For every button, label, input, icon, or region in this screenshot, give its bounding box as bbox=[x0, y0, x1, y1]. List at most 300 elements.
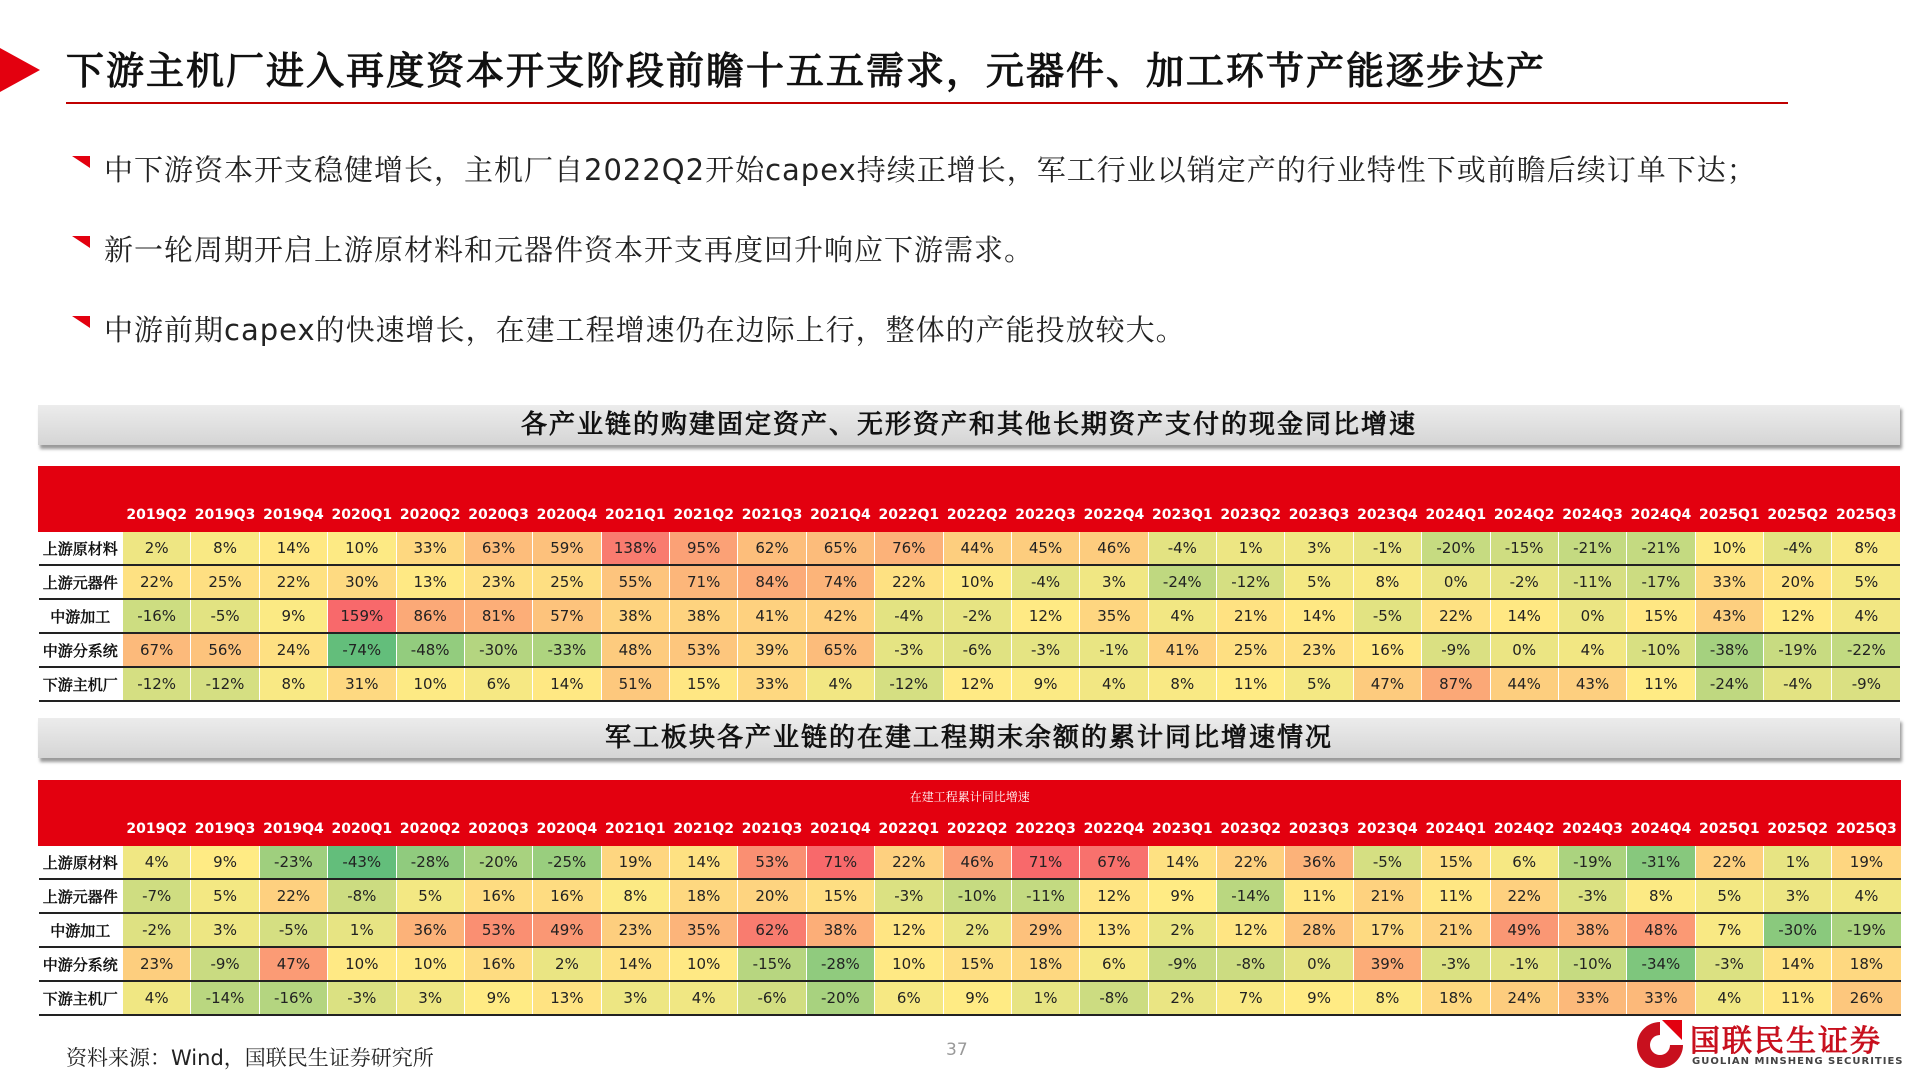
table-cell: -5% bbox=[1353, 846, 1421, 879]
column-header: 2020Q2 bbox=[396, 812, 464, 846]
column-header: 2024Q4 bbox=[1627, 498, 1695, 532]
column-header: 2025Q2 bbox=[1764, 498, 1832, 532]
column-header: 2023Q1 bbox=[1148, 498, 1216, 532]
table-cell: 23% bbox=[123, 947, 191, 981]
table-cell: 12% bbox=[1011, 599, 1079, 633]
table-row bbox=[39, 599, 1901, 633]
column-header: 2024Q1 bbox=[1422, 498, 1490, 532]
table-cell: 4% bbox=[1080, 667, 1148, 701]
column-header: 2024Q4 bbox=[1627, 812, 1695, 846]
table-cell: 86% bbox=[396, 599, 464, 633]
table-cell: 65% bbox=[806, 532, 874, 565]
column-header: 2019Q3 bbox=[191, 498, 259, 532]
table-cell: 11% bbox=[1285, 879, 1353, 913]
table-cell: -14% bbox=[1217, 879, 1285, 913]
table-cell: -16% bbox=[123, 599, 191, 633]
column-header: 2020Q2 bbox=[396, 498, 464, 532]
table-cell: 22% bbox=[1422, 599, 1490, 633]
table-cell: 65% bbox=[806, 633, 874, 667]
table-cell: 22% bbox=[875, 846, 943, 879]
table-cell: 1% bbox=[1011, 981, 1079, 1015]
column-header: 2023Q3 bbox=[1285, 812, 1353, 846]
table-cell: 9% bbox=[464, 981, 532, 1015]
table-cell: 45% bbox=[1011, 532, 1079, 565]
table-cell: 9% bbox=[1285, 981, 1353, 1015]
table-cell: 22% bbox=[259, 879, 327, 913]
table-cell: 36% bbox=[396, 913, 464, 947]
table-cell: 55% bbox=[601, 565, 669, 599]
row-label: 上游原材料 bbox=[39, 846, 123, 879]
column-header: 2025Q2 bbox=[1764, 812, 1832, 846]
table2-caption-row bbox=[39, 780, 1901, 812]
table-cell: 76% bbox=[875, 532, 943, 565]
table-cell: 10% bbox=[1695, 532, 1763, 565]
table-cell: 10% bbox=[328, 947, 396, 981]
bullet-item bbox=[72, 228, 1872, 272]
table-cell: 5% bbox=[1695, 879, 1763, 913]
table-cell: 46% bbox=[1080, 532, 1148, 565]
table-cell: 9% bbox=[259, 599, 327, 633]
page-number: 37 bbox=[946, 1040, 968, 1060]
table-cell: -4% bbox=[1148, 532, 1216, 565]
table-cell: -9% bbox=[1832, 667, 1900, 701]
row-label: 上游元器件 bbox=[39, 565, 123, 599]
table-cell: 71% bbox=[806, 846, 874, 879]
bullet-triangle-icon bbox=[72, 156, 90, 168]
table-cell: 5% bbox=[1832, 565, 1900, 599]
table-cell: -12% bbox=[123, 667, 191, 701]
table-row bbox=[39, 947, 1901, 981]
table-cell: 10% bbox=[943, 565, 1011, 599]
logo-name: 国联民生证券 bbox=[1690, 1024, 1882, 1059]
table-cell: 41% bbox=[738, 599, 806, 633]
table-cell: 3% bbox=[1764, 879, 1832, 913]
table-cell: 10% bbox=[328, 532, 396, 565]
table-cell: 33% bbox=[1695, 565, 1763, 599]
table-cell: -21% bbox=[1627, 532, 1695, 565]
table-cell: -24% bbox=[1148, 565, 1216, 599]
table-cell: -1% bbox=[1080, 633, 1148, 667]
table-cell: 13% bbox=[1080, 913, 1148, 947]
table-cell: 0% bbox=[1490, 633, 1558, 667]
column-header: 2021Q3 bbox=[738, 812, 806, 846]
column-header: 2024Q2 bbox=[1490, 498, 1558, 532]
column-header: 2020Q3 bbox=[464, 498, 532, 532]
table-cell: -23% bbox=[259, 846, 327, 879]
column-header: 2022Q4 bbox=[1080, 812, 1148, 846]
table-cell: 8% bbox=[601, 879, 669, 913]
table-cell: 22% bbox=[259, 565, 327, 599]
table2-corner-cell bbox=[39, 812, 123, 846]
page-title: 下游主机厂进入再度资本开支阶段前瞻十五五需求，元器件、加工环节产能逐步达产 bbox=[66, 49, 1547, 93]
table-cell: -19% bbox=[1558, 846, 1626, 879]
table-cell: 18% bbox=[670, 879, 738, 913]
table-cell: 23% bbox=[601, 913, 669, 947]
table-cell: -3% bbox=[1011, 633, 1079, 667]
column-header: 2022Q1 bbox=[875, 812, 943, 846]
table-cell: 22% bbox=[1490, 879, 1558, 913]
table-cell: -12% bbox=[1217, 565, 1285, 599]
table-cell: 67% bbox=[123, 633, 191, 667]
table-cell: 20% bbox=[738, 879, 806, 913]
table-cell: -24% bbox=[1695, 667, 1763, 701]
column-header: 2022Q2 bbox=[943, 498, 1011, 532]
table-cell: 4% bbox=[123, 846, 191, 879]
table-cell: 16% bbox=[464, 879, 532, 913]
table-cell: -19% bbox=[1832, 913, 1901, 947]
table-cell: -21% bbox=[1558, 532, 1626, 565]
table-cell: 38% bbox=[601, 599, 669, 633]
table-cell: -3% bbox=[875, 879, 943, 913]
table-cell: 11% bbox=[1217, 667, 1285, 701]
column-header: 2019Q4 bbox=[259, 812, 327, 846]
table-cell: 44% bbox=[943, 532, 1011, 565]
table-cell: -20% bbox=[1422, 532, 1490, 565]
column-header: 2020Q4 bbox=[533, 498, 601, 532]
table-cell: 35% bbox=[1080, 599, 1148, 633]
table-cell: 23% bbox=[1285, 633, 1353, 667]
guolian-logo-icon bbox=[1636, 1020, 1684, 1070]
column-header: 2025Q3 bbox=[1832, 812, 1901, 846]
table-cell: 18% bbox=[1832, 947, 1901, 981]
table-cell: 9% bbox=[1148, 879, 1216, 913]
table-cell: 13% bbox=[533, 981, 601, 1015]
source-note: 资料来源：Wind，国联民生证券研究所 bbox=[66, 1046, 434, 1070]
table-cell: 15% bbox=[1627, 599, 1695, 633]
bullet-list bbox=[72, 148, 1872, 388]
table-cell: 15% bbox=[943, 947, 1011, 981]
table-cell: 10% bbox=[396, 667, 464, 701]
table-cell: 7% bbox=[1217, 981, 1285, 1015]
column-header: 2021Q4 bbox=[806, 812, 874, 846]
table-cell: 1% bbox=[1217, 532, 1285, 565]
column-header: 2023Q1 bbox=[1148, 812, 1216, 846]
table-cell: 56% bbox=[191, 633, 259, 667]
table-cell: -3% bbox=[875, 633, 943, 667]
table-cell: 29% bbox=[1011, 913, 1079, 947]
table-cell: 2% bbox=[1148, 913, 1216, 947]
table-cell: 51% bbox=[601, 667, 669, 701]
column-header: 2025Q3 bbox=[1832, 498, 1900, 532]
table-cell: 43% bbox=[1558, 667, 1626, 701]
row-label: 上游元器件 bbox=[39, 879, 123, 913]
column-header: 2024Q1 bbox=[1422, 812, 1490, 846]
column-header: 2022Q1 bbox=[875, 498, 943, 532]
row-label: 中游加工 bbox=[39, 913, 123, 947]
table-cell: 4% bbox=[670, 981, 738, 1015]
table-cell: -4% bbox=[1011, 565, 1079, 599]
table2-header-row bbox=[39, 812, 1901, 846]
table-cell: -33% bbox=[533, 633, 601, 667]
table-cell: 1% bbox=[1764, 846, 1832, 879]
table-cell: 84% bbox=[738, 565, 806, 599]
row-label: 中游加工 bbox=[39, 599, 123, 633]
table-cell: 15% bbox=[806, 879, 874, 913]
table-cell: 15% bbox=[1422, 846, 1490, 879]
table-cell: 10% bbox=[396, 947, 464, 981]
table-cell: 7% bbox=[1695, 913, 1763, 947]
table-cell: -31% bbox=[1627, 846, 1695, 879]
table-cell: 6% bbox=[1080, 947, 1148, 981]
column-header: 2021Q2 bbox=[670, 812, 738, 846]
column-header: 2021Q1 bbox=[601, 498, 669, 532]
table-cell: -9% bbox=[1422, 633, 1490, 667]
table-cell: 44% bbox=[1490, 667, 1558, 701]
company-logo bbox=[1636, 1016, 1906, 1074]
table-cell: 6% bbox=[875, 981, 943, 1015]
table-cell: 4% bbox=[123, 981, 191, 1015]
table-cell: 63% bbox=[464, 532, 532, 565]
table-cell: 0% bbox=[1558, 599, 1626, 633]
table-cell: 49% bbox=[1490, 913, 1558, 947]
column-header: 2019Q4 bbox=[259, 498, 327, 532]
table-row bbox=[39, 633, 1901, 667]
table-cell: 21% bbox=[1422, 913, 1490, 947]
table-row bbox=[39, 913, 1901, 947]
table-cell: 25% bbox=[533, 565, 601, 599]
column-header: 2023Q4 bbox=[1353, 498, 1421, 532]
table-cell: -5% bbox=[1353, 599, 1421, 633]
table-cell: 62% bbox=[738, 913, 806, 947]
column-header: 2023Q2 bbox=[1217, 498, 1285, 532]
table-cell: 2% bbox=[533, 947, 601, 981]
table-cell: 9% bbox=[1011, 667, 1079, 701]
table-cell: 38% bbox=[806, 913, 874, 947]
table-cell: -38% bbox=[1695, 633, 1763, 667]
table-cell: 14% bbox=[1285, 599, 1353, 633]
table-cell: 12% bbox=[943, 667, 1011, 701]
table-cell: 25% bbox=[191, 565, 259, 599]
column-header: 2023Q2 bbox=[1217, 812, 1285, 846]
column-header: 2022Q4 bbox=[1080, 498, 1148, 532]
table-cell: 3% bbox=[396, 981, 464, 1015]
table-cell: 8% bbox=[1353, 565, 1421, 599]
table-cell: 71% bbox=[670, 565, 738, 599]
table-cell: -74% bbox=[328, 633, 396, 667]
column-header: 2024Q2 bbox=[1490, 812, 1558, 846]
column-header: 2019Q2 bbox=[123, 498, 191, 532]
table-cell: 8% bbox=[1353, 981, 1421, 1015]
table-cell: 11% bbox=[1627, 667, 1695, 701]
table-cell: -43% bbox=[328, 846, 396, 879]
table-cell: -8% bbox=[1080, 981, 1148, 1015]
table-cell: 14% bbox=[533, 667, 601, 701]
table-cell: 28% bbox=[1285, 913, 1353, 947]
table1-top-band bbox=[39, 466, 1901, 498]
table-cell: -20% bbox=[806, 981, 874, 1015]
table-cell: 38% bbox=[1558, 913, 1626, 947]
table-row bbox=[39, 981, 1901, 1015]
table1-corner-cell bbox=[39, 498, 123, 532]
table-cell: 10% bbox=[875, 947, 943, 981]
table-cell: 14% bbox=[1764, 947, 1832, 981]
table-cell: -7% bbox=[123, 879, 191, 913]
table-cell: -10% bbox=[1558, 947, 1626, 981]
construction-growth-table bbox=[38, 780, 1901, 1016]
table-row bbox=[39, 532, 1901, 565]
bullet-text: 新一轮周期开启上游原材料和元器件资本开支再度回升响应下游需求。 bbox=[104, 233, 1035, 267]
table-cell: 138% bbox=[601, 532, 669, 565]
table-cell: 4% bbox=[1695, 981, 1763, 1015]
table-cell: -9% bbox=[1148, 947, 1216, 981]
table-cell: 3% bbox=[1080, 565, 1148, 599]
table-cell: 36% bbox=[1285, 846, 1353, 879]
table-cell: 53% bbox=[670, 633, 738, 667]
table-cell: -8% bbox=[328, 879, 396, 913]
table-cell: 33% bbox=[396, 532, 464, 565]
table-cell: 11% bbox=[1422, 879, 1490, 913]
table-cell: -12% bbox=[191, 667, 259, 701]
table-cell: -30% bbox=[1764, 913, 1832, 947]
table-cell: -15% bbox=[738, 947, 806, 981]
row-label: 中游分系统 bbox=[39, 633, 123, 667]
table-cell: 9% bbox=[191, 846, 259, 879]
table-cell: -9% bbox=[191, 947, 259, 981]
table-cell: 1% bbox=[328, 913, 396, 947]
table-cell: 23% bbox=[464, 565, 532, 599]
table-cell: 53% bbox=[738, 846, 806, 879]
table-cell: 22% bbox=[1217, 846, 1285, 879]
capex-growth-table bbox=[38, 466, 1900, 702]
table-cell: 0% bbox=[1422, 565, 1490, 599]
table-cell: 81% bbox=[464, 599, 532, 633]
table-cell: -4% bbox=[1764, 532, 1832, 565]
table-cell: 2% bbox=[1148, 981, 1216, 1015]
table-cell: 24% bbox=[259, 633, 327, 667]
table-cell: -2% bbox=[943, 599, 1011, 633]
table-cell: 16% bbox=[1353, 633, 1421, 667]
column-header: 2021Q4 bbox=[806, 498, 874, 532]
table-cell: 3% bbox=[601, 981, 669, 1015]
bullet-item bbox=[72, 308, 1872, 352]
table-cell: -16% bbox=[259, 981, 327, 1015]
column-header: 2022Q3 bbox=[1011, 812, 1079, 846]
table-cell: 12% bbox=[1764, 599, 1832, 633]
table-cell: 5% bbox=[1285, 565, 1353, 599]
table-cell: 11% bbox=[1764, 981, 1832, 1015]
table-cell: -3% bbox=[1558, 879, 1626, 913]
table-cell: 10% bbox=[670, 947, 738, 981]
table-cell: 6% bbox=[464, 667, 532, 701]
table-cell: 12% bbox=[875, 913, 943, 947]
table-cell: -3% bbox=[1695, 947, 1763, 981]
table-cell: 20% bbox=[1764, 565, 1832, 599]
bullet-triangle-icon bbox=[72, 236, 90, 248]
table-row bbox=[39, 879, 1901, 913]
table-cell: -4% bbox=[875, 599, 943, 633]
table-cell: -25% bbox=[533, 846, 601, 879]
table-cell: 4% bbox=[1558, 633, 1626, 667]
table-cell: 8% bbox=[1627, 879, 1695, 913]
table-cell: 18% bbox=[1422, 981, 1490, 1015]
table-cell: 4% bbox=[806, 667, 874, 701]
table-cell: 0% bbox=[1285, 947, 1353, 981]
table2-banner: 军工板块各产业链的在建工程期末余额的累计同比增速情况 bbox=[38, 718, 1900, 758]
table-cell: 38% bbox=[670, 599, 738, 633]
table-cell: 5% bbox=[191, 879, 259, 913]
table-cell: 21% bbox=[1217, 599, 1285, 633]
column-header: 2025Q1 bbox=[1695, 498, 1763, 532]
table-cell: 14% bbox=[1490, 599, 1558, 633]
table-row bbox=[39, 667, 1901, 701]
table-cell: 159% bbox=[328, 599, 396, 633]
table-cell: 8% bbox=[1148, 667, 1216, 701]
table-cell: 12% bbox=[1080, 879, 1148, 913]
table-cell: 95% bbox=[670, 532, 738, 565]
table-cell: 48% bbox=[1627, 913, 1695, 947]
table-cell: 18% bbox=[1011, 947, 1079, 981]
table-cell: -30% bbox=[464, 633, 532, 667]
table-cell: 46% bbox=[943, 846, 1011, 879]
table-cell: 42% bbox=[806, 599, 874, 633]
table-cell: 25% bbox=[1217, 633, 1285, 667]
table-cell: 2% bbox=[123, 532, 191, 565]
table-cell: 21% bbox=[1353, 879, 1421, 913]
table-cell: -3% bbox=[1422, 947, 1490, 981]
table-cell: 5% bbox=[1285, 667, 1353, 701]
table-cell: 14% bbox=[670, 846, 738, 879]
table-cell: 41% bbox=[1148, 633, 1216, 667]
table-cell: 47% bbox=[259, 947, 327, 981]
table-cell: -4% bbox=[1764, 667, 1832, 701]
table-cell: 14% bbox=[601, 947, 669, 981]
title-divider bbox=[66, 102, 1788, 104]
table-cell: 19% bbox=[1832, 846, 1901, 879]
bullet-text: 中游前期capex的快速增长，在建工程增速仍在边际上行，整体的产能投放较大。 bbox=[104, 313, 1186, 347]
table-cell: 35% bbox=[670, 913, 738, 947]
table-cell: 14% bbox=[1148, 846, 1216, 879]
column-header: 2019Q3 bbox=[191, 812, 259, 846]
table-cell: -6% bbox=[738, 981, 806, 1015]
table-cell: 62% bbox=[738, 532, 806, 565]
table-cell: -1% bbox=[1490, 947, 1558, 981]
table-row bbox=[39, 846, 1901, 879]
table-cell: 22% bbox=[123, 565, 191, 599]
table-cell: -8% bbox=[1217, 947, 1285, 981]
table1-header-row bbox=[39, 498, 1901, 532]
column-header: 2020Q4 bbox=[533, 812, 601, 846]
table-cell: -3% bbox=[328, 981, 396, 1015]
table-cell: -11% bbox=[1558, 565, 1626, 599]
table-cell: 8% bbox=[259, 667, 327, 701]
table-cell: 33% bbox=[738, 667, 806, 701]
table-cell: 48% bbox=[601, 633, 669, 667]
column-header: 2020Q1 bbox=[328, 812, 396, 846]
table-cell: 3% bbox=[191, 913, 259, 947]
column-header: 2021Q1 bbox=[601, 812, 669, 846]
table-cell: 30% bbox=[328, 565, 396, 599]
row-label: 下游主机厂 bbox=[39, 667, 123, 701]
table-cell: 26% bbox=[1832, 981, 1901, 1015]
row-label: 上游原材料 bbox=[39, 532, 123, 565]
table-cell: 43% bbox=[1695, 599, 1763, 633]
table-cell: 14% bbox=[259, 532, 327, 565]
column-header: 2025Q1 bbox=[1695, 812, 1763, 846]
table-cell: 9% bbox=[943, 981, 1011, 1015]
table-cell: -15% bbox=[1490, 532, 1558, 565]
table-cell: -5% bbox=[191, 599, 259, 633]
table-cell: -28% bbox=[806, 947, 874, 981]
table-cell: -12% bbox=[875, 667, 943, 701]
column-header: 2021Q2 bbox=[670, 498, 738, 532]
table-cell: 19% bbox=[601, 846, 669, 879]
table-cell: 17% bbox=[1353, 913, 1421, 947]
table-cell: -2% bbox=[1490, 565, 1558, 599]
table-cell: 57% bbox=[533, 599, 601, 633]
table2-caption: 在建工程累计同比增速 bbox=[39, 780, 1901, 812]
column-header: 2023Q4 bbox=[1353, 812, 1421, 846]
table-cell: -11% bbox=[1011, 879, 1079, 913]
